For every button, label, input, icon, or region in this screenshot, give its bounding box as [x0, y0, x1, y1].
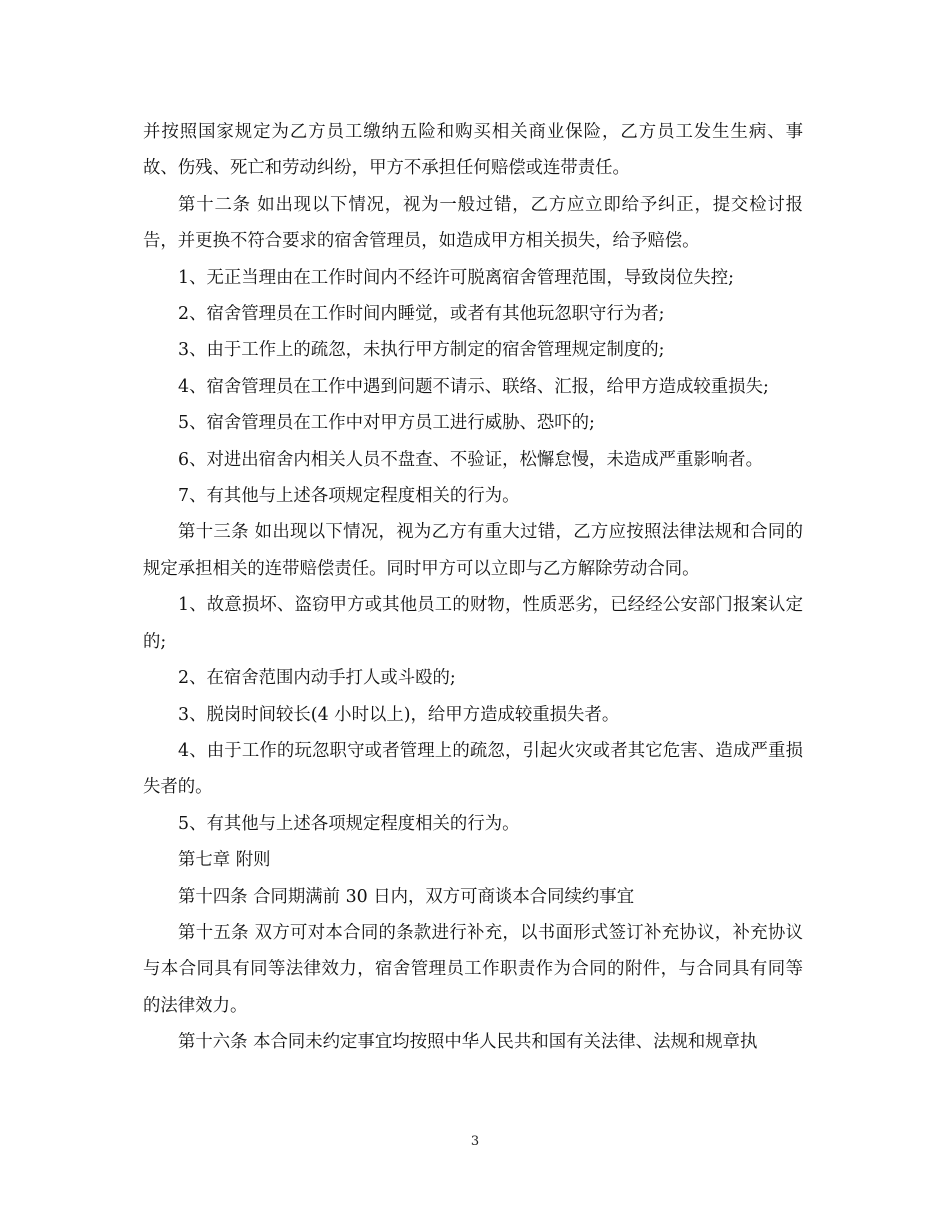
- paragraph: 7、有其他与上述各项规定程度相关的行为。: [178, 486, 520, 507]
- paragraph: 2、在宿舍范围内动手打人或斗殴的;: [178, 668, 456, 689]
- paragraph: 第十三条 如出现以下情况，视为乙方有重大过错，乙方应按照法律法规和合同的规定承担相关的连带赔偿责任。同时甲方可以立即与乙方解除劳动合同。: [143, 522, 803, 579]
- paragraph: 2、宿舍管理员在工作时间内睡觉，或者有其他玩忽职守行为者;: [178, 304, 665, 325]
- paragraph: 5、宿舍管理员在工作中对甲方员工进行威胁、恐吓的;: [178, 413, 595, 434]
- paragraph: 4、宿舍管理员在工作中遇到问题不请示、联络、汇报，给甲方造成较重损失;: [178, 376, 769, 397]
- paragraph: 5、有其他与上述各项规定程度相关的行为。: [178, 813, 520, 834]
- paragraph: 3、由于工作上的疏忽，未执行甲方制定的宿舍管理规定制度的;: [178, 340, 665, 361]
- paragraph: 1、无正当理由在工作时间内不经许可脱离宿舍管理范围，导致岗位失控;: [178, 267, 735, 288]
- paragraph: 3、脱岗时间较长(4 小时以上)，给甲方造成较重损失者。: [178, 704, 620, 725]
- paragraph: 第十四条 合同期满前 30 日内，双方可商谈本合同续约事宜: [178, 886, 635, 907]
- paragraph: 并按照国家规定为乙方员工缴纳五险和购买相关商业保险，乙方员工发生生病、事故、伤残、死亡和劳动纠纷，甲方不承担任何赔偿或连带责任。: [143, 122, 803, 179]
- paragraph: 第十六条 本合同未约定事宜均按照中华人民共和国有关法律、法规和规章执: [178, 1032, 758, 1053]
- paragraph: 6、对进出宿舍内相关人员不盘查、不验证，松懈怠慢，未造成严重影响者。: [178, 449, 763, 470]
- page-number: 3: [470, 1134, 480, 1149]
- paragraph: 4、由于工作的玩忽职守或者管理上的疏忽，引起火灾或者其它危害、造成严重损失者的。: [143, 740, 803, 798]
- document-body: [143, 114, 803, 1061]
- paragraph: 第七章 附则: [178, 850, 271, 871]
- paragraph: 第十二条 如出现以下情况，视为一般过错，乙方应立即给予纠正，提交检讨报告，并更换不符合要求的宿舍管理员，如造成甲方相关损失，给予赔偿。: [143, 194, 803, 252]
- paragraph: 第十五条 双方可对本合同的条款进行补充，以书面形式签订补充协议，补充协议与本合同具有同等法律效力，宿舍管理员工作职责作为合同的附件，与合同具有同等的法律效力。: [143, 922, 803, 1016]
- paragraph: 1、故意损坏、盗窃甲方或其他员工的财物，性质恶劣，已经经公安部门报案认定的;: [143, 595, 803, 652]
